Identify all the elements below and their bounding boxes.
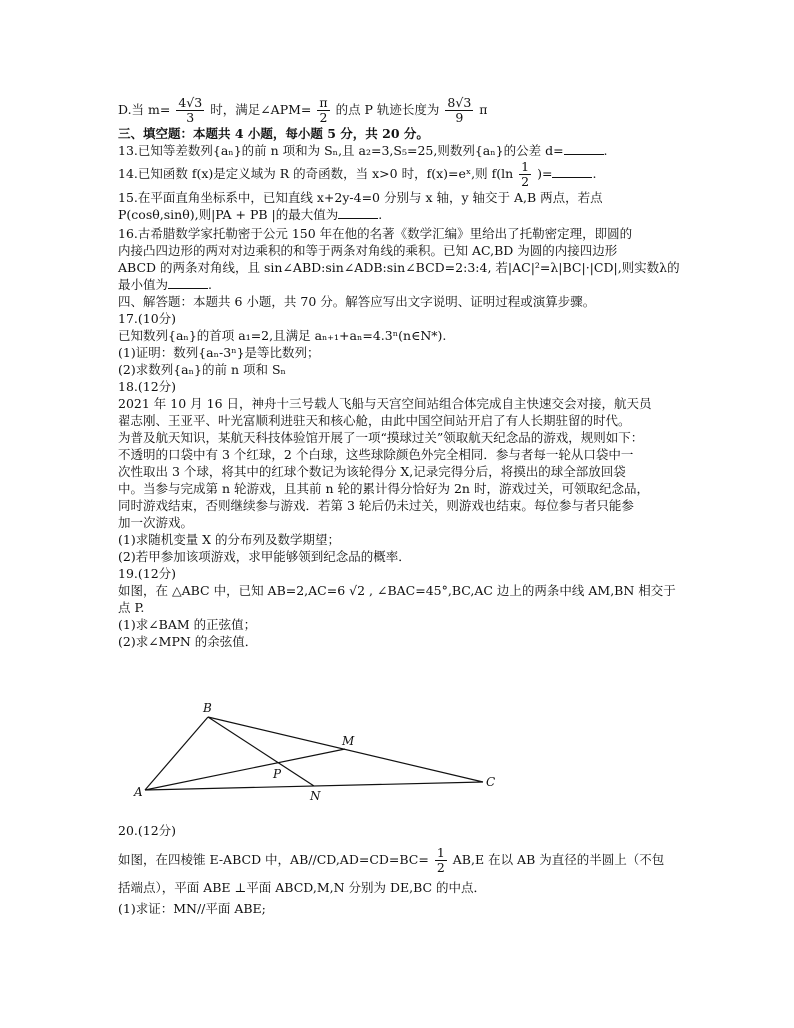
- question-16-line-1: 16.古希腊数学家托勒密于公元 150 年在他的名著《数学汇编》里给出了托勒密定理，即圆的: [118, 226, 633, 241]
- question-19-line-4: (2)求∠MPN 的余弦值．: [118, 634, 258, 649]
- question-19-line-2: 点 P.: [118, 600, 145, 615]
- answer-blank: [564, 142, 604, 155]
- question-18-line-8: 加一次游戏。: [118, 515, 194, 530]
- question-16-line-4: 最小值为 .: [118, 277, 212, 292]
- label-p: P: [273, 767, 282, 781]
- question-19-head: 19.(12分): [118, 566, 177, 581]
- question-18-head: 18.(12分): [118, 379, 177, 394]
- question-18-line-3: 为普及航天知识，某航天科技体验馆开展了一项“摸球过关”领取航天纪念品的游戏，规则如下：: [118, 430, 644, 445]
- question-20: [118, 822, 678, 917]
- triangle-figure: [118, 700, 518, 810]
- label-m: M: [342, 734, 355, 748]
- question-15-line-1: 15.在平面直角坐标系中，已知直线 x+2y-4=0 分别与 x 轴，y 轴交于 A,B 两点，若点: [118, 190, 603, 205]
- fraction-half: $\frac{1}{2}$: [436, 845, 445, 875]
- question-17-line-3: (2)求数列{aₙ}的前 n 项和 Sₙ: [118, 362, 286, 377]
- question-20-line-2: 括端点），平面 ABE ⊥平面 ABCD,M,N 分别为 DE,BC 的中点．: [118, 880, 487, 895]
- question-20-line-3: (1)求证：MN//平面 ABE;: [118, 901, 266, 916]
- fraction-half: $\frac{1}{2}$: [521, 159, 530, 189]
- question-18-line-5: 次性取出 3 个球，将其中的红球个数记为该轮得分 X,记录完得分后，将摸出的球全部放回袋: [118, 464, 626, 479]
- label-c: C: [486, 775, 496, 789]
- question-19-line-3: (1)求∠BAM 的正弦值；: [118, 617, 257, 632]
- side-bc: [208, 717, 483, 782]
- answer-blank: [168, 276, 208, 289]
- fraction-m: $\frac{4√3}{3}$: [178, 95, 203, 125]
- question-20-head: 20.(12分): [118, 823, 177, 838]
- question-18-line-10: (2)若甲参加该项游戏，求甲能够领到纪念品的概率．: [118, 549, 411, 564]
- question-18-line-2: 翟志刚、王亚平、叶光富顺利进驻天和核心舱，由此中国空间站开启了有人长期驻留的时代。: [118, 413, 631, 428]
- question-18-line-4: 不透明的口袋中有 3 个红球，2 个白球，这些球除颜色外完全相同．参与者每一轮从口袋中一: [118, 447, 634, 462]
- question-16-line-2: 内接凸四边形的两对对边乘积的和等于两条对角线的乘积。已知 AC,BD 为圆的内接四边形: [118, 243, 618, 258]
- median-bn: [208, 717, 314, 786]
- question-16-line-3: ABCD 的两条对角线，且 sin∠ABD:sin∠ADB:sin∠BCD=2:3:4, 若|AC|²=λ|BC|·|CD|,则实数λ的: [118, 260, 680, 275]
- question-19-line-1: 如图，在 △ABC 中，已知 AB=2,AC=6 √2 , ∠BAC=45°,BC,AC 边上的两条中线 AM,BN 相交于: [118, 583, 676, 598]
- answer-blank: [552, 165, 592, 178]
- answer-blank: [338, 206, 378, 219]
- section-4-title: 四、解答题：本题共 6 小题，共 70 分。解答应写出文字说明、证明过程或演算步骤。: [118, 294, 596, 309]
- label-a: A: [134, 785, 143, 799]
- question-17-line-2: (1)证明：数列{aₙ-3ⁿ}是等比数列；: [118, 345, 320, 360]
- question-17-head: 17.(10分): [118, 311, 177, 326]
- question-18-line-9: (1)求随机变量 X 的分布列及数学期望；: [118, 532, 341, 547]
- question-17-line-1: 已知数列{aₙ}的首项 a₁=2,且满足 aₙ₊₁+aₙ=4.3ⁿ(n∈N*).: [118, 328, 447, 343]
- question-18-line-6: 中。当参与完成第 n 轮游戏，且其前 n 轮的累计得分恰好为 2n 时，游戏过关，可领取纪念品，: [118, 481, 649, 496]
- fraction-length: $\frac{8√3}{9}$: [447, 95, 472, 125]
- question-15-line-2: P(cosθ,sinθ),则|PA + PB |的最大值为 .: [118, 207, 383, 222]
- question-14: 14.已知函数 f(x)是定义域为 R 的奇函数，当 x>0 时，f(x)=eˣ,则 f(ln $\frac{1}{2}$ )= .: [118, 159, 597, 189]
- fraction-angle: $\frac{\pi}{2}$: [319, 95, 328, 125]
- section-3-title: 三、填空题：本题共 4 小题，每小题 5 分，共 20 分。: [118, 126, 429, 141]
- option-d: D.当 m= $\frac{4√3}{3}$ 时，满足∠APM= $\frac{\pi}{2}$ 的点 P 轨迹长度为 $\frac{8√3}{9}$ π: [118, 95, 488, 125]
- question-18-line-1: 2021 年 10 月 16 日，神舟十三号载人飞船与天宫空间站组合体完成自主快速交会对接，航天员: [118, 396, 652, 411]
- exam-page: [118, 95, 678, 650]
- question-13: 13.已知等差数列{aₙ}的前 n 项和为 Sₙ,且 a₂=3,S₅=25,则数列{aₙ}的公差 d= .: [118, 143, 608, 158]
- label-b: B: [203, 701, 212, 715]
- label-n: N: [310, 789, 321, 803]
- question-20-line-1: 如图，在四棱锥 E-ABCD 中，AB//CD,AD=CD=BC= $\frac{1}{2}$ AB,E 在以 AB 为直径的半圆上（不包: [118, 845, 665, 875]
- question-18-line-7: 同时游戏结束，否则继续参与游戏．若第 3 轮后仍未过关，则游戏也结束。每位参与者只能参: [118, 498, 634, 513]
- option-d-prefix: D.当 m=: [118, 102, 171, 117]
